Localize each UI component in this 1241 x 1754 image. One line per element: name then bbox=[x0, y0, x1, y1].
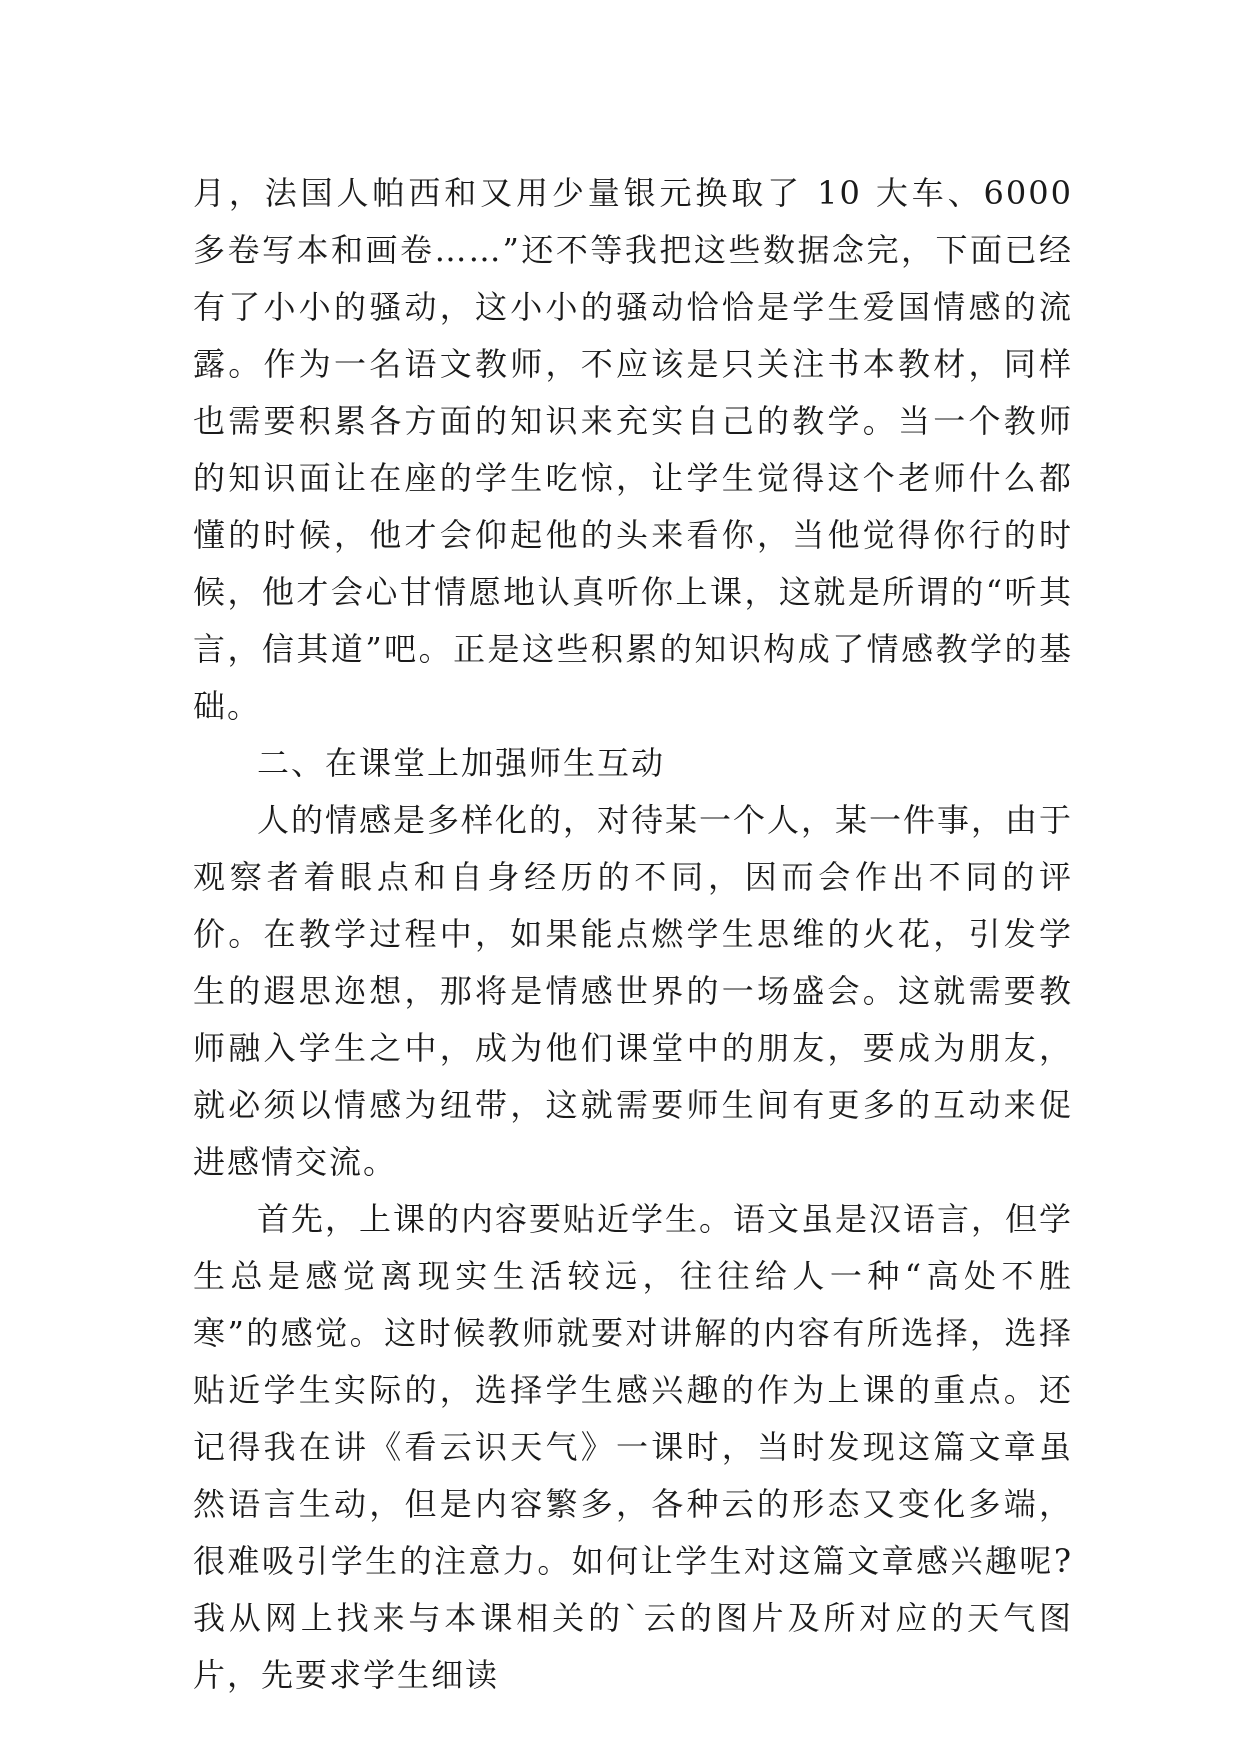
paragraph-content-close-to-students: 首先，上课的内容要贴近学生。语文虽是汉语言，但学生总是感觉离现实生活较远，往往给人一种“高处不胜寒”的感觉。这时候教师就要对讲解的内容有所选择，选择贴近学生实际的，选择学生感兴趣的作为上课的重点。还记得我在讲《看云识天气》一课时，当时发现这篇文章虽然语言生动，但是内容繁多，各种云的形态又变化多端，很难吸引学生的注意力。如何让学生对这篇文章感兴趣呢?我从网上找来与本课相关的`云的图片及所对应的天气图片，先要求学生细读 bbox=[193, 1200, 1074, 1694]
section-heading: 二、在课堂上加强师生互动 bbox=[257, 744, 666, 782]
document-body bbox=[193, 165, 1073, 1704]
paragraph-continuation: 月，法国人帕西和又用少量银元换取了 10 大车、6000 多卷写本和画卷……”还不等我把这些数据念完，下面已经有了小小的骚动，这小小的骚动恰恰是学生爱国情感的流露。作为一名语文教师，不应该是只关注书本教材，同样也需要积累各方面的知识来充实自己的教学。当一个教师的知识面让在座的学生吃惊，让学生觉得这个老师什么都懂的时候，他才会仰起他的头来看你，当他觉得你行的时候，他才会心甘情愿地认真听你上课，这就是所谓的“听其言，信其道”吧。正是这些积累的知识构成了情感教学的基础。 bbox=[193, 174, 1073, 725]
paragraph-emotion-diversity: 人的情感是多样化的，对待某一个人，某一件事，由于观察者着眼点和自身经历的不同，因而会作出不同的评价。在教学过程中，如果能点燃学生思维的火花，引发学生的遐思迩想，那将是情感世界的一场盛会。这就需要教师融入学生之中，成为他们课堂中的朋友，要成为朋友，就必须以情感为纽带，这就需要师生间有更多的互动来促进感情交流。 bbox=[193, 801, 1074, 1181]
